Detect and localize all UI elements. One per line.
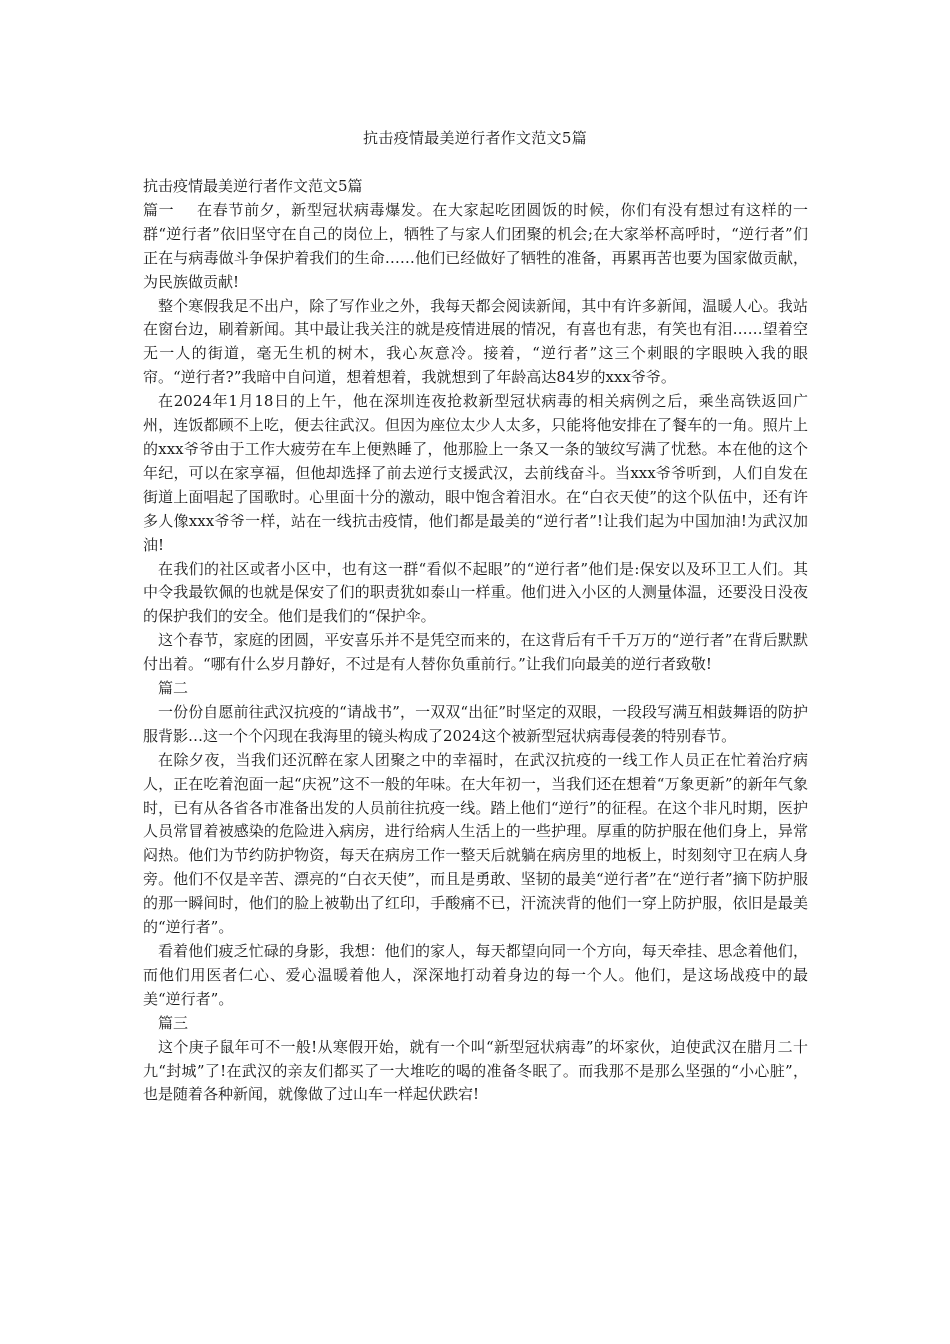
section-two-paragraph-2: 在除夕夜，当我们还沉醉在家人团聚之中的幸福时，在武汉抗疫的一线工作人员正在忙着治疗病人，正在吃着泡面一起“庆祝”这不一般的年味。在大年初一，当我们还在想着“万象更新”的新年气象时，已有从各省各市准备出发的人员前往抗疫一线。踏上他们“逆行”的征程。在这个非凡时期，医护人员常冒着被感染的危险进入病房，进行给病人生活上的一些护理。厚重的防护服在他们身上，异常闷热。他们为节约防护物资，每天在病房工作一整天后就躺在病房里的地板上，时刻刻守卫在病人身旁。他们不仅是辛苦、漂亮的“白衣天使”，而且是勇敢、坚韧的最美“逆行者”在“逆行者”摘下防护服的那一瞬间时，他们的脸上被勒出了红印，手酸痛不已，汗流浃背的他们一穿上防护服，依旧是最美的“逆行者”。: [143, 750, 808, 937]
section-two-paragraph-1: 一份份自愿前往武汉抗疫的“请战书”，一双双“出征”时坚定的双眼，一段段写满互相鼓舞语的防护服背影…这一个个闪现在我海里的镜头构成了2024这个被新型冠状病毒侵袭的特别春节。: [143, 702, 808, 745]
document-body: [143, 175, 808, 1107]
section-three-label: 篇三: [158, 1013, 189, 1032]
section-one-paragraph-5: 这个春节，家庭的团圆，平安喜乐并不是凭空而来的，在这背后有千千万万的“逆行者”在背后默默付出着。“哪有什么岁月静好，不过是有人替你负重前行。”让我们向最美的逆行者致敬!: [143, 631, 808, 674]
document-subtitle: 抗击疫情最美逆行者作文范文5篇: [143, 177, 363, 195]
document-title: 抗击疫情最美逆行者作文范文5篇: [362, 129, 588, 147]
section-two-label: 篇二: [158, 679, 189, 698]
section-one-paragraph-3: 在2024年1月18日的上午，他在深圳连夜抢救新型冠状病毒的相关病例之后，乘坐高铁返回广州，连饭都顾不上吃，便去往武汉。但因为座位太少人太多，只能将他安排在了餐车的一角。照片上的xxx爷爷由于工作大疲劳在车上便熟睡了，他那脸上一条又一条的皱纹写满了忧愁。本在他的这个年纪，可以在家享福，但他却选择了前去逆行支援武汉，去前线奋斗。当xxx爷爷听到，人们自发在街道上面唱起了国歌时。心里面十分的激动，眼中饱含着泪水。在“白衣天使”的这个队伍中，还有许多人像xxx爷爷一样，站在一线抗击疫情，他们都是最美的“逆行者”!让我们起为中国加油!为武汉加油!: [143, 392, 808, 554]
section-one-paragraph-4: 在我们的社区或者小区中，也有这一群“看似不起眼”的“逆行者”他们是:保安以及环卫工人们。其中令我最钦佩的也就是保安了们的职责犹如泰山一样重。他们进入小区的人测量体温，还要没日没夜的保护我们的安全。他们是我们的“保护伞。: [143, 559, 808, 626]
section-one-intro-text: 在春节前夕，新型冠状病毒爆发。在大家起吃团圆饭的时候，你们有没有想过有这样的一群“逆行者”依旧坚守在自己的岗位上，牺牲了与家人们团聚的机会;在大家举杯高呼时，“逆行者”们正在与病毒做斗争保护着我们的生命……他们已经做好了牺牲的准备，再累再苦也要为国家做贡献，为民族做贡献!: [143, 200, 808, 291]
section-one-label: 篇一: [143, 200, 175, 219]
section-three-paragraph-1: 这个庚子鼠年可不一般!从寒假开始，就有一个叫“新型冠状病毒”的坏家伙，迫使武汉在腊月二十九“封城”了!在武汉的亲友们都买了一大堆吃的喝的准备冬眠了。而我那不是那么坚强的“小心脏”，也是随着各种新闻，就像做了过山车一样起伏跌宕!: [143, 1037, 808, 1104]
section-two-paragraph-3: 看着他们疲乏忙碌的身影，我想：他们的家人，每天都望向同一个方向，每天牵挂、思念着他们，而他们用医者仁心、爱心温暖着他人，深深地打动着身边的每一个人。他们，是这场战疫中的最美“逆行者”。: [143, 942, 808, 1008]
section-one-paragraph-2: 整个寒假我足不出户，除了写作业之外，我每天都会阅读新闻，其中有许多新闻，温暖人心。我站在窗台边，刷着新闻。其中最让我关注的就是疫情进展的情况，有喜也有悲，有笑也有泪……望着空无一人的街道，毫无生机的树木，我心灰意冷。接着，“逆行者”这三个刺眼的字眼映入我的眼帘。“逆行者?”我暗中自问道，想着想着，我就想到了年龄高达84岁的xxx爷爷。: [143, 296, 808, 387]
section-one-intro-paragraph: [143, 199, 808, 295]
